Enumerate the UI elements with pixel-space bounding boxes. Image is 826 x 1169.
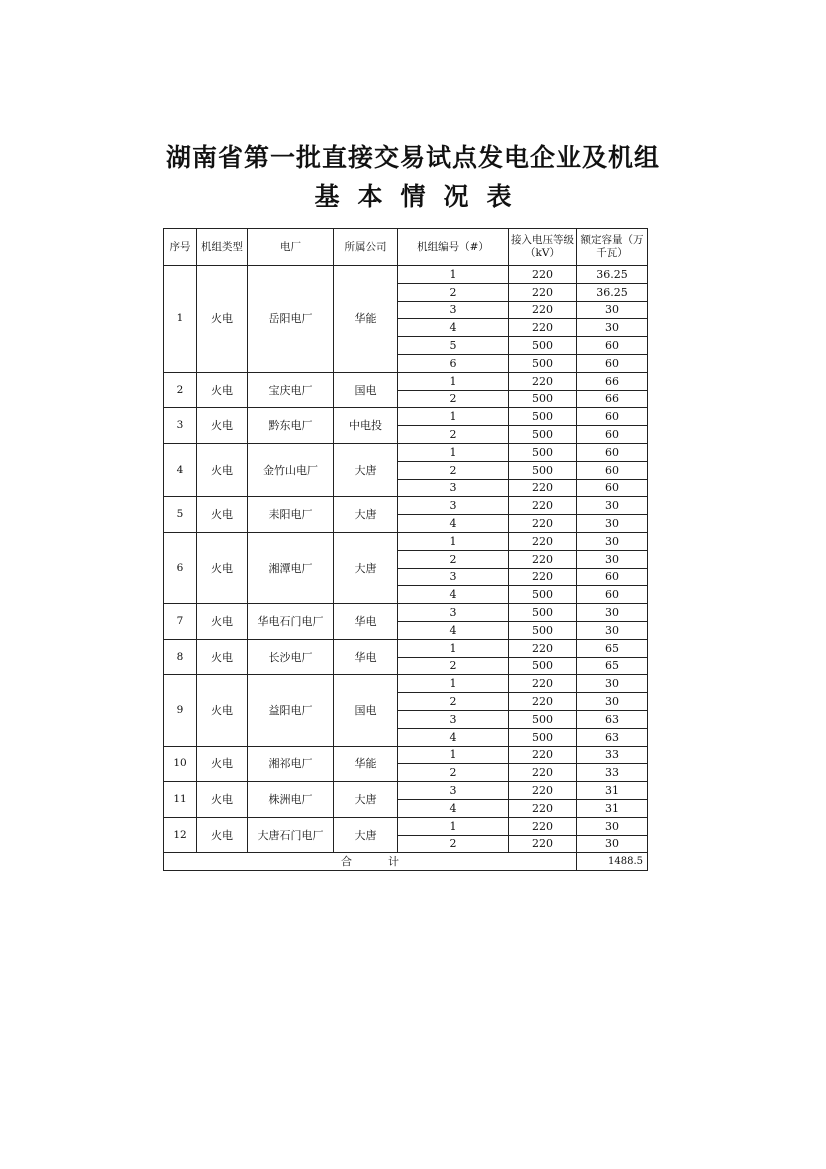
capacity-cell: 30 [577, 621, 648, 639]
voltage-cell: 500 [509, 657, 577, 675]
voltage-cell: 220 [509, 817, 577, 835]
unit-number-cell: 2 [398, 835, 509, 853]
row-seq-cell: 8 [164, 639, 197, 675]
document-subtitle: 基本情况表 [314, 182, 530, 211]
capacity-cell: 30 [577, 817, 648, 835]
capacity-cell: 30 [577, 550, 648, 568]
table-row [164, 746, 648, 764]
voltage-cell: 220 [509, 372, 577, 390]
unit-number-cell: 3 [398, 479, 509, 497]
row-plant-cell: 长沙电厂 [248, 639, 334, 675]
voltage-cell: 500 [509, 586, 577, 604]
capacity-cell: 60 [577, 337, 648, 355]
row-plant-cell: 岳阳电厂 [248, 266, 334, 373]
table-row [164, 372, 648, 390]
capacity-cell: 36.25 [577, 266, 648, 284]
row-seq-cell: 4 [164, 443, 197, 496]
row-company-cell: 华电 [334, 604, 398, 640]
table-header-row [164, 229, 648, 266]
voltage-cell: 220 [509, 675, 577, 693]
voltage-cell: 500 [509, 728, 577, 746]
row-company-cell: 国电 [334, 372, 398, 408]
voltage-cell: 220 [509, 515, 577, 533]
row-type-cell: 火电 [197, 372, 248, 408]
row-company-cell: 大唐 [334, 443, 398, 496]
row-type-cell: 火电 [197, 408, 248, 444]
capacity-cell: 60 [577, 479, 648, 497]
row-company-cell: 中电投 [334, 408, 398, 444]
capacity-cell: 30 [577, 693, 648, 711]
table-row [164, 266, 648, 284]
row-type-cell: 火电 [197, 782, 248, 818]
header-unit-no: 机组编号（#） [398, 229, 509, 266]
row-company-cell: 大唐 [334, 532, 398, 603]
row-type-cell: 火电 [197, 443, 248, 496]
table-row [164, 604, 648, 622]
voltage-cell: 500 [509, 408, 577, 426]
capacity-cell: 65 [577, 657, 648, 675]
voltage-cell: 500 [509, 426, 577, 444]
voltage-cell: 220 [509, 568, 577, 586]
capacity-cell: 30 [577, 604, 648, 622]
voltage-cell: 220 [509, 835, 577, 853]
capacity-cell: 30 [577, 835, 648, 853]
unit-number-cell: 3 [398, 568, 509, 586]
capacity-cell: 33 [577, 746, 648, 764]
capacity-cell: 60 [577, 354, 648, 372]
capacity-cell: 65 [577, 639, 648, 657]
row-seq-cell: 1 [164, 266, 197, 373]
row-type-cell: 火电 [197, 266, 248, 373]
plant-units-table [163, 228, 648, 871]
unit-number-cell: 3 [398, 497, 509, 515]
unit-number-cell: 1 [398, 532, 509, 550]
table-row [164, 443, 648, 461]
unit-number-cell: 2 [398, 426, 509, 444]
voltage-cell: 220 [509, 746, 577, 764]
unit-number-cell: 4 [398, 728, 509, 746]
header-company: 所属公司 [334, 229, 398, 266]
unit-number-cell: 2 [398, 390, 509, 408]
unit-number-cell: 1 [398, 675, 509, 693]
unit-number-cell: 1 [398, 443, 509, 461]
unit-number-cell: 4 [398, 621, 509, 639]
row-seq-cell: 10 [164, 746, 197, 782]
unit-number-cell: 1 [398, 408, 509, 426]
row-seq-cell: 6 [164, 532, 197, 603]
capacity-cell: 66 [577, 390, 648, 408]
table-row [164, 782, 648, 800]
row-company-cell: 大唐 [334, 497, 398, 533]
row-type-cell: 火电 [197, 497, 248, 533]
table-row [164, 408, 648, 426]
row-plant-cell: 宝庆电厂 [248, 372, 334, 408]
unit-number-cell: 2 [398, 550, 509, 568]
row-company-cell: 华能 [334, 746, 398, 782]
row-company-cell: 华电 [334, 639, 398, 675]
row-seq-cell: 2 [164, 372, 197, 408]
capacity-cell: 30 [577, 319, 648, 337]
capacity-cell: 66 [577, 372, 648, 390]
capacity-cell: 60 [577, 586, 648, 604]
unit-number-cell: 1 [398, 817, 509, 835]
unit-number-cell: 4 [398, 515, 509, 533]
total-value: 1488.5 [577, 853, 648, 871]
table-row [164, 817, 648, 835]
voltage-cell: 220 [509, 283, 577, 301]
voltage-cell: 220 [509, 799, 577, 817]
row-company-cell: 华能 [334, 266, 398, 373]
voltage-cell: 220 [509, 479, 577, 497]
capacity-cell: 30 [577, 675, 648, 693]
unit-number-cell: 3 [398, 301, 509, 319]
unit-number-cell: 3 [398, 710, 509, 728]
row-type-cell: 火电 [197, 532, 248, 603]
unit-number-cell: 2 [398, 461, 509, 479]
header-voltage: 接入电压等级（kV） [509, 229, 577, 266]
unit-number-cell: 1 [398, 266, 509, 284]
voltage-cell: 220 [509, 764, 577, 782]
row-company-cell: 国电 [334, 675, 398, 746]
capacity-cell: 31 [577, 782, 648, 800]
unit-number-cell: 4 [398, 799, 509, 817]
unit-number-cell: 3 [398, 604, 509, 622]
voltage-cell: 220 [509, 693, 577, 711]
row-company-cell: 大唐 [334, 817, 398, 853]
voltage-cell: 220 [509, 497, 577, 515]
row-seq-cell: 9 [164, 675, 197, 746]
table-row [164, 532, 648, 550]
capacity-cell: 60 [577, 408, 648, 426]
unit-number-cell: 5 [398, 337, 509, 355]
unit-number-cell: 1 [398, 372, 509, 390]
row-type-cell: 火电 [197, 817, 248, 853]
capacity-cell: 36.25 [577, 283, 648, 301]
capacity-cell: 30 [577, 515, 648, 533]
unit-number-cell: 6 [398, 354, 509, 372]
table-row [164, 497, 648, 515]
unit-number-cell: 4 [398, 319, 509, 337]
capacity-cell: 60 [577, 461, 648, 479]
voltage-cell: 220 [509, 319, 577, 337]
row-type-cell: 火电 [197, 604, 248, 640]
row-type-cell: 火电 [197, 675, 248, 746]
row-plant-cell: 湘潭电厂 [248, 532, 334, 603]
voltage-cell: 500 [509, 621, 577, 639]
voltage-cell: 500 [509, 443, 577, 461]
row-seq-cell: 7 [164, 604, 197, 640]
unit-number-cell: 2 [398, 283, 509, 301]
capacity-cell: 60 [577, 443, 648, 461]
unit-number-cell: 3 [398, 782, 509, 800]
voltage-cell: 220 [509, 550, 577, 568]
header-type: 机组类型 [197, 229, 248, 266]
voltage-cell: 220 [509, 782, 577, 800]
unit-number-cell: 2 [398, 693, 509, 711]
document-title: 湖南省第一批直接交易试点发电企业及机组 [165, 143, 660, 172]
row-plant-cell: 华电石门电厂 [248, 604, 334, 640]
total-label: 合计 [164, 853, 577, 871]
row-plant-cell: 益阳电厂 [248, 675, 334, 746]
row-type-cell: 火电 [197, 746, 248, 782]
capacity-cell: 60 [577, 568, 648, 586]
voltage-cell: 500 [509, 390, 577, 408]
header-seq: 序号 [164, 229, 197, 266]
header-plant: 电厂 [248, 229, 334, 266]
unit-number-cell: 2 [398, 764, 509, 782]
unit-number-cell: 2 [398, 657, 509, 675]
table-row [164, 675, 648, 693]
capacity-cell: 30 [577, 497, 648, 515]
table-body [164, 266, 648, 853]
voltage-cell: 220 [509, 266, 577, 284]
row-plant-cell: 耒阳电厂 [248, 497, 334, 533]
row-plant-cell: 湘祁电厂 [248, 746, 334, 782]
row-seq-cell: 11 [164, 782, 197, 818]
row-plant-cell: 黔东电厂 [248, 408, 334, 444]
capacity-cell: 30 [577, 301, 648, 319]
capacity-cell: 31 [577, 799, 648, 817]
table-row [164, 639, 648, 657]
unit-number-cell: 1 [398, 639, 509, 657]
voltage-cell: 220 [509, 301, 577, 319]
voltage-cell: 500 [509, 604, 577, 622]
voltage-cell: 500 [509, 461, 577, 479]
row-company-cell: 大唐 [334, 782, 398, 818]
voltage-cell: 220 [509, 639, 577, 657]
voltage-cell: 500 [509, 337, 577, 355]
row-seq-cell: 5 [164, 497, 197, 533]
row-plant-cell: 大唐石门电厂 [248, 817, 334, 853]
voltage-cell: 500 [509, 354, 577, 372]
row-plant-cell: 金竹山电厂 [248, 443, 334, 496]
capacity-cell: 60 [577, 426, 648, 444]
row-seq-cell: 12 [164, 817, 197, 853]
capacity-cell: 63 [577, 728, 648, 746]
row-type-cell: 火电 [197, 639, 248, 675]
capacity-cell: 63 [577, 710, 648, 728]
header-capacity: 额定容量（万千瓦） [577, 229, 648, 266]
row-seq-cell: 3 [164, 408, 197, 444]
voltage-cell: 500 [509, 710, 577, 728]
voltage-cell: 220 [509, 532, 577, 550]
row-plant-cell: 株洲电厂 [248, 782, 334, 818]
capacity-cell: 33 [577, 764, 648, 782]
unit-number-cell: 1 [398, 746, 509, 764]
capacity-cell: 30 [577, 532, 648, 550]
unit-number-cell: 4 [398, 586, 509, 604]
total-row [164, 853, 648, 871]
